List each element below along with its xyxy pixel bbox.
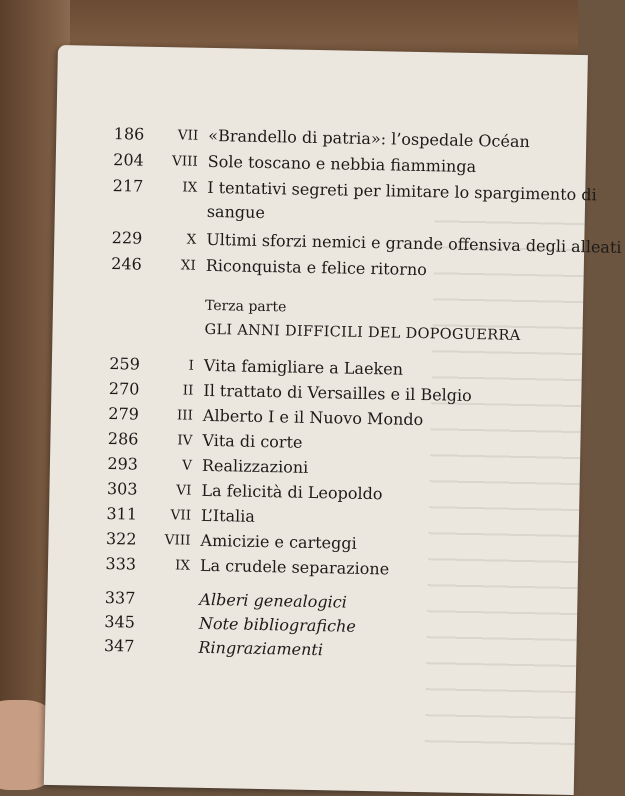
entry-title: La felicità di Leopoldo [201,480,383,504]
entry-chapter-number: X [186,231,197,248]
entry-title: Sole toscano e nebbia fiamminga [207,151,477,177]
entry-page-number: 270 [108,379,140,399]
entry-page-number: 217 [112,176,144,196]
entry-title: Note bibliografiche [198,613,356,636]
entry-title: Realizzazioni [201,455,309,477]
entry-title: Amicizie e carteggi [200,530,357,553]
entry-title: L’Italia [200,505,256,526]
entry-title: Alberto I e il Nuovo Mondo [202,405,424,430]
entry-title: Alberi genealogici [199,589,347,612]
entry-page-number: 246 [111,254,142,274]
entry-page-number: 204 [113,150,144,170]
entry-page-number: 229 [111,228,143,248]
entry-page-number: 259 [109,354,141,374]
entry-chapter-number: IX [182,179,198,196]
entry-chapter-number: I [188,357,195,374]
toc-entry [55,175,597,235]
entry-chapter-number: XI [180,257,196,274]
entry-chapter-number: VIII [171,153,198,170]
entry-page-number: 186 [113,124,145,144]
entry-title: Il trattato di Versailles e il Belgio [203,380,472,406]
entry-page-number: 337 [104,588,136,608]
entry-chapter-number: VII [170,507,192,524]
entry-title: La crudele separazione [199,555,390,579]
entry-page-number: 293 [107,454,139,474]
entry-title: I tentativi segreti per limitare lo spargimento di [207,177,597,205]
part-label: Terza parte [204,297,287,316]
entry-title: Ringraziamenti [198,637,324,660]
entry-chapter-number: VI [176,482,192,499]
entry-page-number: 347 [103,635,135,656]
entry-chapter-number: V [182,457,193,474]
entry-title: Riconquista e felice ritorno [205,255,428,280]
entry-chapter-number: II [182,382,194,399]
entry-title-continuation: sangue [206,201,266,223]
entry-page-number: 286 [107,429,139,449]
entry-chapter-number: IV [177,432,193,449]
entry-page-number: 345 [104,611,136,632]
part-title: GLI ANNI DIFFICILI DEL DOPOGUERRA [204,321,521,344]
entry-chapter-number: III [176,407,194,424]
entry-page-number: 303 [106,479,138,499]
entry-page-number: 322 [105,529,137,549]
entry-page-number: 333 [105,554,137,574]
book-page [44,45,622,795]
entry-title: «Brandello di patria»: l’ospedale Océan [208,125,530,152]
entry-page-number: 279 [108,404,140,424]
entry-chapter-number: VII [177,127,199,144]
entry-title: Vita di corte [202,430,303,452]
entry-page-number: 311 [106,504,138,524]
entry-title: Ultimi sforzi nemici e grande offensiva degli alleati [206,229,622,257]
entry-title: Vita famigliare a Laeken [203,355,404,379]
entry-chapter-number: IX [174,557,191,574]
table-of-contents [44,45,622,795]
entry-chapter-number: VIII [164,532,191,549]
